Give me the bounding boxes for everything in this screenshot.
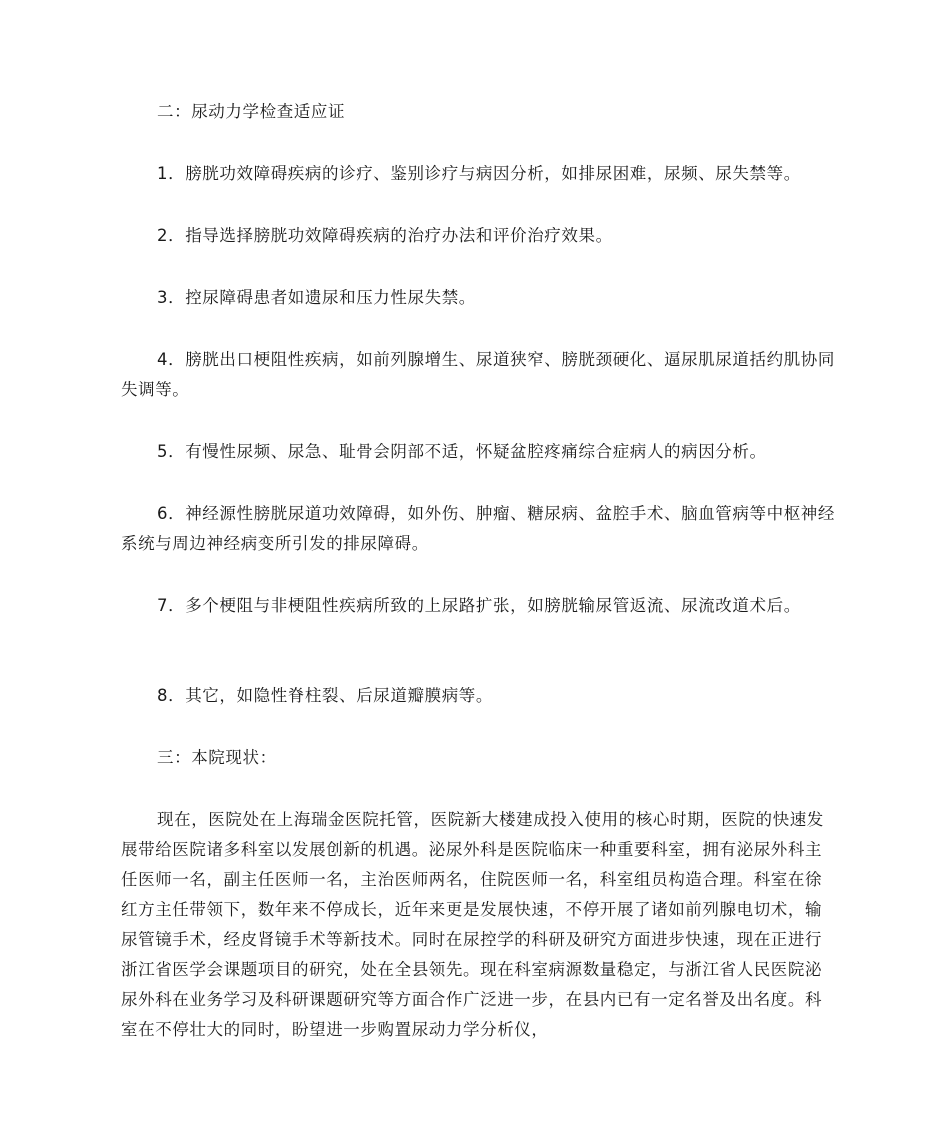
document-content <box>121 97 837 1045</box>
section-3-title: 三：本院现状： <box>157 748 277 767</box>
indication-item-2: 2．指导选择膀胱功效障碍疾病的治疗办法和评价治疗效果。 <box>157 226 613 245</box>
indication-item-8: 8．其它，如隐性脊柱裂、后尿道瓣膜病等。 <box>157 686 493 705</box>
indication-item-6: 6．神经源性膀胱尿道功效障碍，如外伤、肿瘤、糖尿病、盆腔手术、脑血管病等中枢神经系统与周边神经病变所引发的排尿障碍。 <box>121 504 835 553</box>
indication-item-1: 1．膀胱功效障碍疾病的诊疗、鉴别诊疗与病因分析，如排尿困难，尿频、尿失禁等。 <box>157 164 801 183</box>
indication-item-7: 7．多个梗阻与非梗阻性疾病所致的上尿路扩张，如膀胱输尿管返流、尿流改道术后。 <box>157 596 801 615</box>
hospital-status-paragraph: 现在，医院处在上海瑞金医院托管，医院新大楼建成投入使用的核心时期，医院的快速发展带给医院诸多科室以发展创新的机遇。泌尿外科是医院临床一种重要科室，拥有泌尿外科主任医师一名，副主任医师一名，主治医师两名，住院医师一名，科室组员构造合理。科室在徐红方主任带领下，数年来不停成长，近年来更是发展快速，不停开展了诸如前列腺电切术，输尿管镜手术，经皮肾镜手术等新技术。同时在尿控学的科研及研究方面进步快速，现在正进行浙江省医学会课题项目的研究，处在全县领先。现在科室病源数量稳定，与浙江省人民医院泌尿外科在业务学习及科研课题研究等方面合作广泛进一步，在县内已有一定名誉及出名度。科室在不停壮大的同时，盼望进一步购置尿动力学分析仪， <box>121 810 824 1039</box>
section-2-title: 二：尿动力学检查适应证 <box>157 102 346 121</box>
indication-item-4: 4．膀胱出口梗阻性疾病，如前列腺增生、尿道狭窄、膀胱颈硬化、逼尿肌尿道括约肌协同失调等。 <box>121 350 835 399</box>
indication-item-5: 5．有慢性尿频、尿急、耻骨会阴部不适，怀疑盆腔疼痛综合症病人的病因分析。 <box>157 442 767 461</box>
indication-item-3: 3．控尿障碍患者如遗尿和压力性尿失禁。 <box>157 288 476 307</box>
